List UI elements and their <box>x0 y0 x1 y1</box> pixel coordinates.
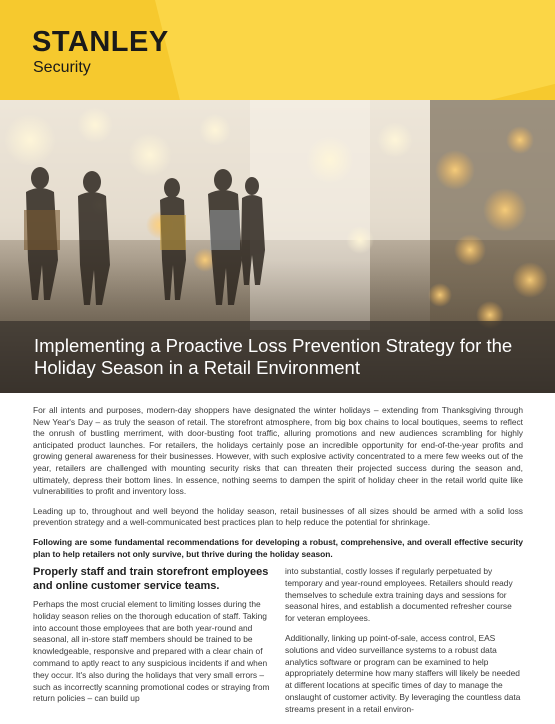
intro-section <box>33 405 523 571</box>
intro-bold-paragraph: Following are some fundamental recommendations for developing a robust, comprehensive, and overall effective security plan to help retailers not only survive, but thrive during the holiday season. <box>33 536 523 559</box>
logo-subtitle: Security <box>33 59 91 76</box>
left-column <box>33 566 271 713</box>
document-title: Implementing a Proactive Loss Prevention Strategy for the Holiday Season in a Retail Environment <box>34 335 513 378</box>
right-column-paragraph-2: Additionally, linking up point-of-sale, access control, EAS solutions and video surveillance systems to a robust data analytics software or program can be examined to help appropriately determine how many staffers will likely be needed at different locations at specific times of day to manage the onslaught of customer activity. By leveraging the countless data streams present in a retail environ- <box>285 632 521 714</box>
section-heading: Properly staff and train storefront employees and online customer service teams. <box>33 566 269 592</box>
right-column-paragraph-1: into substantial, costly losses if regularly perpetuated by temporary and year-round employees. Retailers should ready themselves to schedule extra training days and sessions for seasonal hires, and establish a documented refresher course for veteran employees. <box>285 566 513 624</box>
logo-wordmark: STANLEY <box>32 26 169 58</box>
left-column-paragraph: Perhaps the most crucial element to limiting losses during the holiday season relies on the thorough education of staff. Taking into account those employees that are both year-round and seasonal, all in-store staff members should be trained to be knowledgeable, responsive and prepared with a clear chain of command to aptly react to any suspicious incidents if and when they occur. It's also during the holidays that very small errors – such as incorrectly scanning promotional codes or straying from return policies – can build up <box>33 599 270 704</box>
brand-header <box>0 0 555 100</box>
header-sweep <box>140 0 555 100</box>
hero-title-band <box>0 321 555 393</box>
intro-paragraph-2: Leading up to, throughout and well beyond the holiday season, retail businesses of all sizes should be armed with a solid loss prevention strategy and a well-communicated best practices plan to help reduce the potential for shrinkage. <box>33 505 523 528</box>
hero-image <box>0 100 555 393</box>
stanley-security-logo <box>32 28 169 77</box>
right-column <box>285 566 523 724</box>
intro-paragraph-1: For all intents and purposes, modern-day shoppers have designated the winter holidays – extending from Thanksgiving through New Year's Day – as truly the season of retail. The storefront atmosphere, from big box chains to local boutiques, seems to reflect the onrush of bustling merriment, with door-busting foot traffic, alluring promotions and new audiences scrambling for highly anticipated product launches. For retailers, the holidays certainly pose an incredible opportunity for end-of-the-year profits and growing general awareness for their businesses. However, with such explosive activity concentrated to a mere few weeks out of the year, retailers are challenged with mounting security risks that can threaten their projected success during the season and, ultimately, depress their bottom lines. In essence, nothing seems to dampen the spirit of holiday cheer in the retail world quite like vulnerabilities to profit and inventory loss. <box>33 405 523 497</box>
